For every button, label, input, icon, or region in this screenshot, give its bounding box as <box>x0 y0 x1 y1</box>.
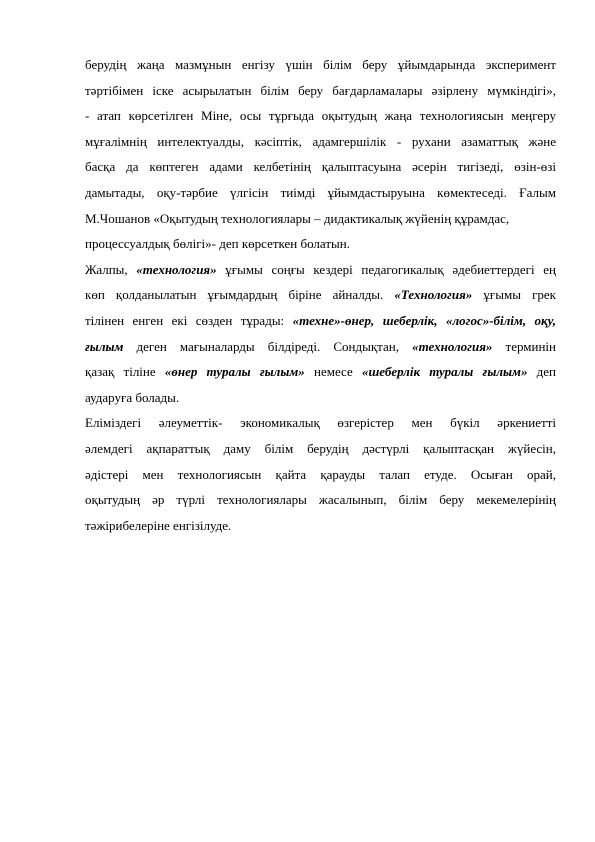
text-segment: немесе <box>304 364 362 380</box>
text-line <box>85 257 556 283</box>
emphasized-term: «технология» <box>412 338 493 354</box>
text-line <box>85 282 556 308</box>
text-segment: оқытудың әр түрлі технологиялары жасалынып, білім беру мекемелерінің <box>85 492 556 508</box>
text-line <box>85 487 556 513</box>
text-line <box>85 359 556 385</box>
text-line <box>85 231 556 257</box>
text-segment: көп қолданылатын ұғымдардың біріне айналды. <box>85 287 395 303</box>
text-segment: әдістері мен технологиясын қайта қарауды талап етуде. Осыған орай, <box>85 466 556 482</box>
text-segment: Еліміздегі әлеуметтік- экономикалық өзгерістер мен бүкіл әркениетті <box>85 415 556 431</box>
text-line <box>85 385 556 411</box>
text-segment: қазақ тіліне <box>85 364 165 380</box>
text-segment: Жалпы, <box>85 261 137 277</box>
text-segment: дамытады, оқу-тәрбие үлгісін тиімді ұйымдастыруына көмектеседі. Ғалым <box>85 184 556 200</box>
text-line <box>85 103 556 129</box>
emphasized-term: «техне»-өнер, шеберлік, «логос»-білім, оқу, <box>292 312 557 328</box>
text-segment: деп <box>527 364 557 380</box>
text-segment: тәжірибелеріне енгізілуде. <box>85 517 232 533</box>
text-segment: М.Чошанов «Оқытудың технологиялары – дидактикалық жүйенің құрамдас, <box>85 210 510 226</box>
text-line <box>85 410 556 436</box>
text-segment: - атап көрсетілген Міне, осы тұрғыда оқытудың жаңа технологиясын меңгеру <box>85 108 556 124</box>
text-line <box>85 334 556 360</box>
text-line <box>85 436 556 462</box>
emphasized-term: «шеберлік туралы ғылым» <box>361 364 528 380</box>
text-line <box>85 180 556 206</box>
text-segment: процессуалдық бөлігі»- деп көрсеткен болатын. <box>85 236 350 252</box>
text-line <box>85 206 556 232</box>
text-segment: мұғалімнің интелектуалды, кәсіптік, адамгершілік - рухани азаматтық және <box>85 133 556 149</box>
text-segment: тілінен енген екі сөзден тұрады: <box>85 312 293 328</box>
document-body-text <box>85 52 556 538</box>
text-line <box>85 129 556 155</box>
text-segment: терминін <box>492 338 556 354</box>
text-segment: берудің жаңа мазмұнын енгізу үшін білім беру ұйымдарында эксперимент <box>85 57 556 72</box>
text-line <box>85 78 556 104</box>
emphasized-term: ғылым <box>85 338 124 354</box>
text-line <box>85 513 556 539</box>
text-segment: басқа да көптеген адами келбетінің қалыптасуына әсерін тигізеді, өзін-өзі <box>85 159 556 175</box>
text-line <box>85 154 556 180</box>
text-line <box>85 52 556 78</box>
text-segment: аударуға болады. <box>85 389 180 405</box>
text-line <box>85 462 556 488</box>
emphasized-term: «өнер туралы ғылым» <box>164 364 305 380</box>
text-segment: әлемдегі ақпараттық даму білім берудің дәстүрлі қалыптасқан жүйесін, <box>85 440 556 456</box>
text-segment: ұғымы соңғы кездері педагогикалық әдебиеттердегі ең <box>216 261 556 277</box>
text-segment: деген мағыналарды білдіреді. Сондықтан, <box>123 338 413 354</box>
text-line <box>85 308 556 334</box>
emphasized-term: «технология» <box>136 261 217 277</box>
text-segment: ұғымы грек <box>472 287 556 303</box>
text-segment: тәртібімен іске асырылатын білім беру бағдарламалары әзірлену мүмкіндігі», <box>85 82 556 98</box>
emphasized-term: «Технология» <box>394 287 473 303</box>
